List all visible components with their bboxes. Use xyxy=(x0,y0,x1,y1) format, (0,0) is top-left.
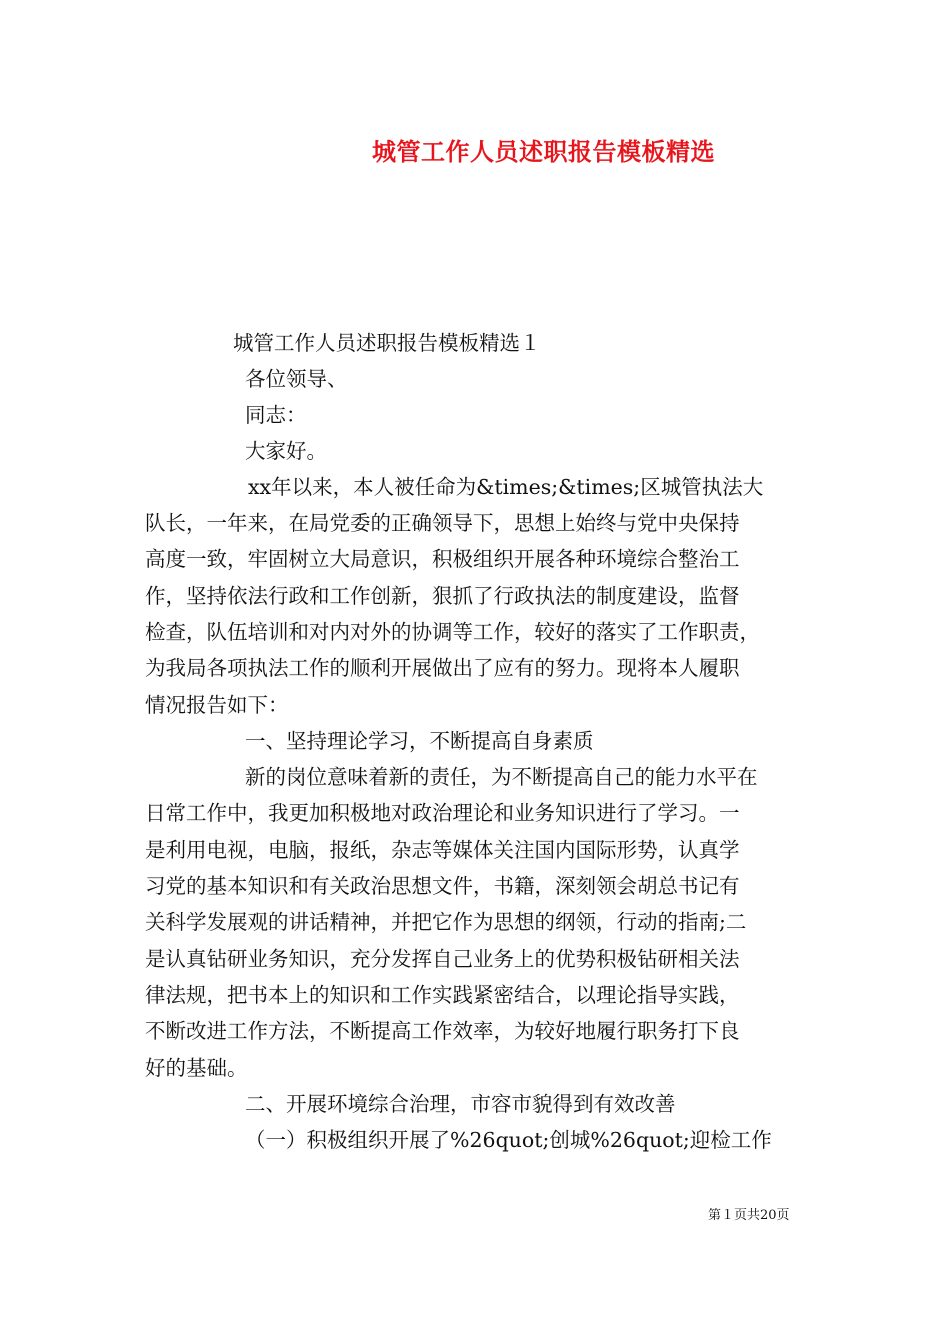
section-heading-2: 一、坚持理论学习，不断提高自身素质 xyxy=(245,729,594,753)
paragraph-line: 检查，队伍培训和对内对外的协调等工作，较好的落实了工作职责， xyxy=(145,620,760,644)
salutation-line-1: 各位领导、 xyxy=(245,367,348,391)
paragraph-line: 是利用电视，电脑，报纸，杂志等媒体关注国内国际形势，认真学 xyxy=(145,838,740,862)
document-title: 城管工作人员述职报告模板精选 xyxy=(372,137,715,166)
section-heading-3: 二、开展环境综合治理，市容市貌得到有效改善 xyxy=(245,1092,676,1116)
section-heading-1: 城管工作人员述职报告模板精选１ xyxy=(233,331,541,355)
paragraph-line: 律法规，把书本上的知识和工作实践紧密结合，以理论指导实践， xyxy=(145,983,740,1007)
paragraph-line: 新的岗位意味着新的责任，为不断提高自己的能力水平在 xyxy=(245,765,758,789)
paragraph-line: 好的基础。 xyxy=(145,1056,248,1080)
paragraph-line: xx年以来，本人被任命为&times;&times;区城管执法大 xyxy=(248,475,764,499)
paragraph-line: 关科学发展观的讲话精神，并把它作为思想的纲领，行动的指南;二 xyxy=(145,910,747,934)
salutation-line-2: 同志： xyxy=(245,403,307,427)
paragraph-line: 不断改进工作方法，不断提高工作效率，为较好地履行职务打下良 xyxy=(145,1019,740,1043)
paragraph-line: 情况报告如下： xyxy=(145,693,289,717)
paragraph-line: 日常工作中，我更加积极地对政治理论和业务知识进行了学习。一 xyxy=(145,801,740,825)
paragraph-line: 为我局各项执法工作的顺利开展做出了应有的努力。现将本人履职 xyxy=(145,656,740,680)
subsection-heading: （一）积极组织开展了%26quot;创城%26quot;迎检工作 xyxy=(245,1128,772,1152)
paragraph-line: 队长，一年来，在局党委的正确领导下，思想上始终与党中央保持 xyxy=(145,511,740,535)
greeting-line: 大家好。 xyxy=(245,439,327,463)
paragraph-line: 是认真钻研业务知识，充分发挥自己业务上的优势积极钻研相关法 xyxy=(145,947,740,971)
paragraph-line: 作，坚持依法行政和工作创新，狠抓了行政执法的制度建设，监督 xyxy=(145,584,740,608)
paragraph-line: 习党的基本知识和有关政治思想文件，书籍，深刻领会胡总书记有 xyxy=(145,874,740,898)
page-number-footer: 第１页共20页 xyxy=(708,1208,790,1223)
paragraph-line: 高度一致，牢固树立大局意识，积极组织开展各种环境综合整治工 xyxy=(145,547,740,571)
